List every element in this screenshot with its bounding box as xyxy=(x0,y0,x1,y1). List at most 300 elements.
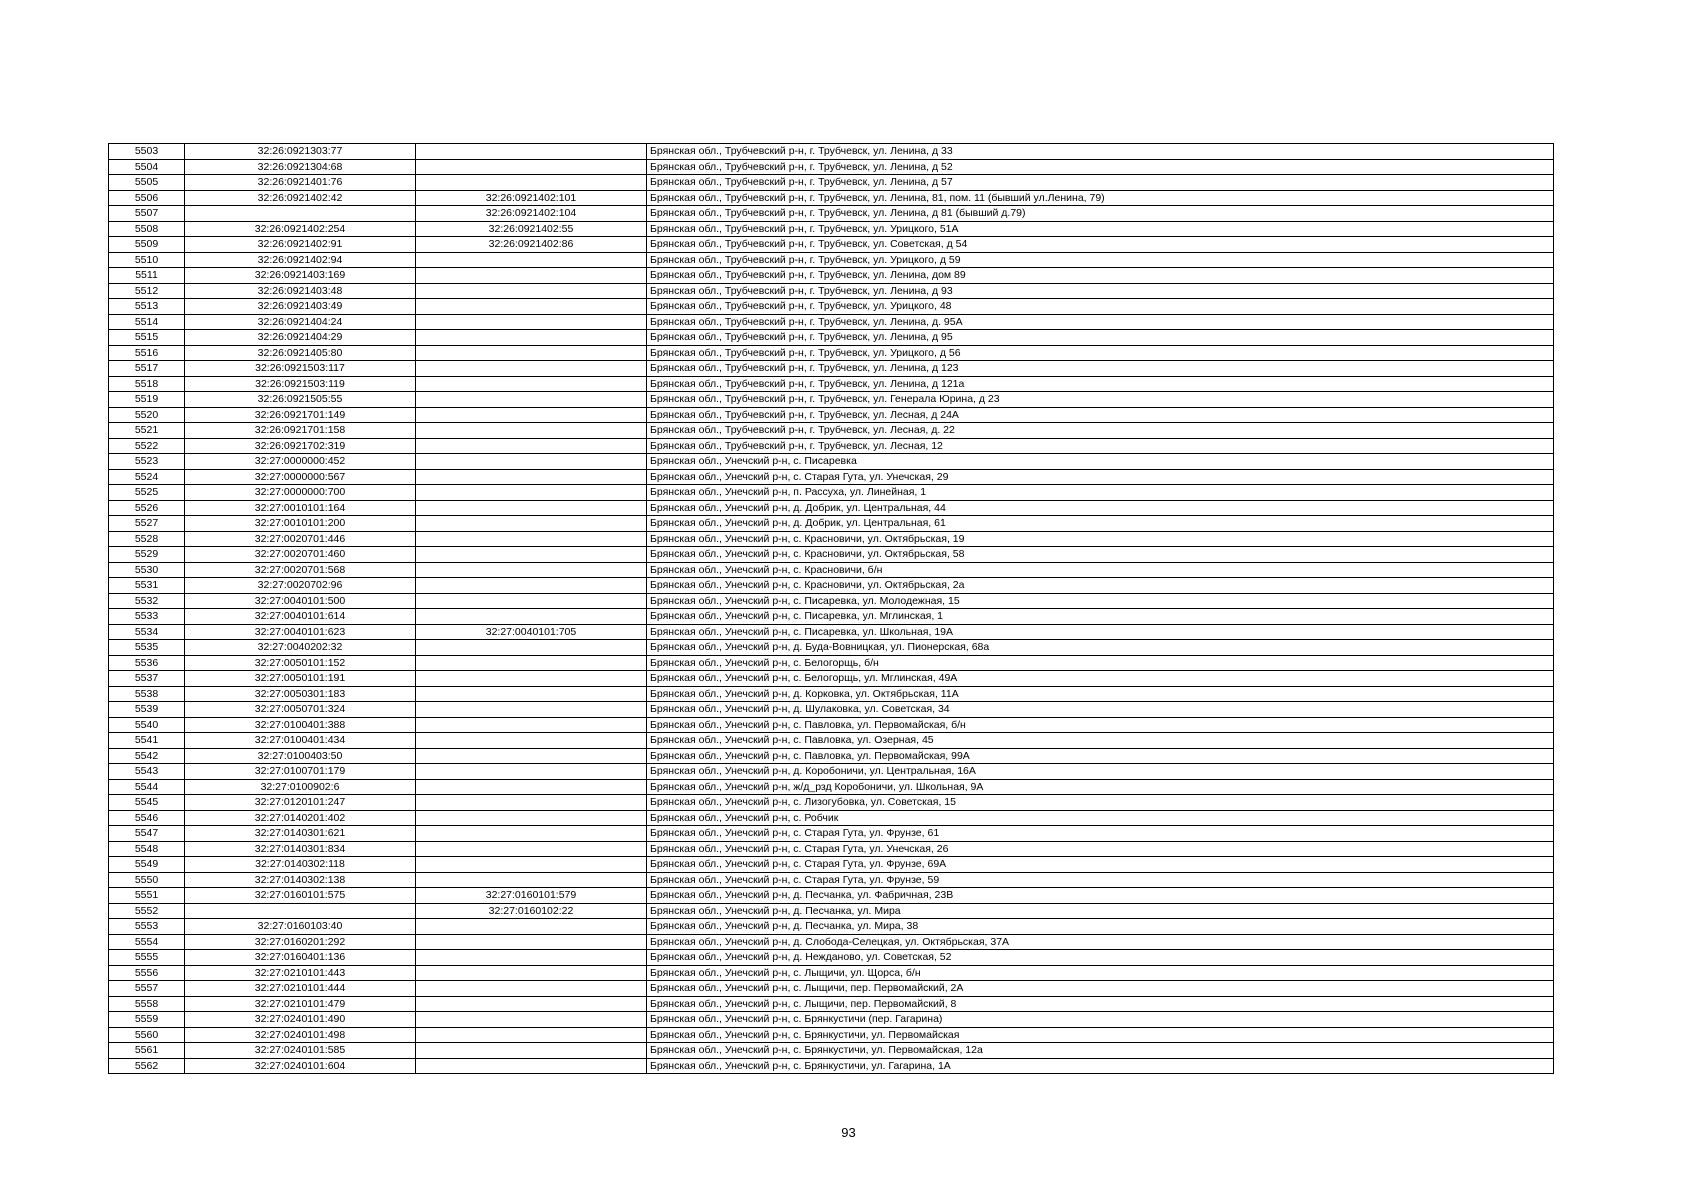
table-row xyxy=(109,903,1554,919)
address-cell: Брянская обл., Трубчевский р-н, г. Трубчевск, ул. Ленина, д 52 xyxy=(647,159,1554,175)
address-cell: Брянская обл., Унечский р-н, с. Старая Гута, ул. Фрунзе, 69А xyxy=(647,857,1554,873)
address-cell: Брянская обл., Трубчевский р-н, г. Трубчевск, ул. Генерала Юрина, д 23 xyxy=(647,392,1554,408)
table-row xyxy=(109,1043,1554,1059)
row-number-cell: 5533 xyxy=(109,609,185,625)
address-cell: Брянская обл., Трубчевский р-н, г. Трубчевск, ул. Ленина, д 95 xyxy=(647,330,1554,346)
row-number-cell: 5509 xyxy=(109,237,185,253)
table-row xyxy=(109,996,1554,1012)
row-number-cell: 5531 xyxy=(109,578,185,594)
address-cell: Брянская обл., Унечский р-н, с. Робчик xyxy=(647,810,1554,826)
cadastral-number-cell: 32:27:0000000:452 xyxy=(185,454,416,470)
row-number-cell: 5550 xyxy=(109,872,185,888)
cadastral-number-cell: 32:27:0140302:138 xyxy=(185,872,416,888)
related-cadastral-number-cell xyxy=(416,965,647,981)
address-cell: Брянская обл., Унечский р-н, с. Лыщичи, пер. Первомайский, 8 xyxy=(647,996,1554,1012)
row-number-cell: 5545 xyxy=(109,795,185,811)
cadastral-number-cell: 32:27:0000000:700 xyxy=(185,485,416,501)
cadastral-number-cell: 32:27:0140301:834 xyxy=(185,841,416,857)
table-row xyxy=(109,965,1554,981)
table-row xyxy=(109,516,1554,532)
cadastral-number-cell: 32:27:0020702:96 xyxy=(185,578,416,594)
cadastral-number-cell: 32:26:0921404:29 xyxy=(185,330,416,346)
cadastral-number-cell: 32:27:0160101:575 xyxy=(185,888,416,904)
related-cadastral-number-cell xyxy=(416,175,647,191)
table-row xyxy=(109,686,1554,702)
cadastral-number-cell: 32:27:0040101:623 xyxy=(185,624,416,640)
cadastral-number-cell: 32:27:0240101:585 xyxy=(185,1043,416,1059)
table-row xyxy=(109,1012,1554,1028)
address-cell: Брянская обл., Унечский р-н, д. Нежданово, ул. Советская, 52 xyxy=(647,950,1554,966)
related-cadastral-number-cell xyxy=(416,640,647,656)
cadastral-number-cell: 32:27:0050301:183 xyxy=(185,686,416,702)
related-cadastral-number-cell: 32:27:0160101:579 xyxy=(416,888,647,904)
row-number-cell: 5559 xyxy=(109,1012,185,1028)
related-cadastral-number-cell: 32:26:0921402:55 xyxy=(416,221,647,237)
related-cadastral-number-cell xyxy=(416,748,647,764)
cadastral-number-cell: 32:26:0921503:117 xyxy=(185,361,416,377)
address-cell: Брянская обл., Унечский р-н, д. Добрик, ул. Центральная, 44 xyxy=(647,500,1554,516)
table-row xyxy=(109,733,1554,749)
row-number-cell: 5530 xyxy=(109,562,185,578)
table-row xyxy=(109,872,1554,888)
table-row xyxy=(109,919,1554,935)
table-row xyxy=(109,283,1554,299)
cadastral-number-cell: 32:27:0240101:498 xyxy=(185,1027,416,1043)
address-cell: Брянская обл., Унечский р-н, с. Писаревка, ул. Молодежная, 15 xyxy=(647,593,1554,609)
cadastral-number-cell: 32:26:0921402:94 xyxy=(185,252,416,268)
row-number-cell: 5503 xyxy=(109,144,185,160)
row-number-cell: 5518 xyxy=(109,376,185,392)
row-number-cell: 5537 xyxy=(109,671,185,687)
table-row xyxy=(109,1027,1554,1043)
address-cell: Брянская обл., Унечский р-н, с. Брянкустичи, ул. Первомайская, 12а xyxy=(647,1043,1554,1059)
cadastral-number-cell: 32:26:0921404:24 xyxy=(185,314,416,330)
row-number-cell: 5522 xyxy=(109,438,185,454)
cadastral-number-cell: 32:27:0240101:490 xyxy=(185,1012,416,1028)
address-cell: Брянская обл., Унечский р-н, д. Песчанка, ул. Мира xyxy=(647,903,1554,919)
row-number-cell: 5521 xyxy=(109,423,185,439)
row-number-cell: 5540 xyxy=(109,717,185,733)
address-cell: Брянская обл., Унечский р-н, д. Корковка, ул. Октябрьская, 11А xyxy=(647,686,1554,702)
table-row xyxy=(109,531,1554,547)
related-cadastral-number-cell xyxy=(416,779,647,795)
row-number-cell: 5532 xyxy=(109,593,185,609)
related-cadastral-number-cell xyxy=(416,841,647,857)
registry-table xyxy=(108,143,1554,1074)
table-row xyxy=(109,221,1554,237)
related-cadastral-number-cell xyxy=(416,686,647,702)
related-cadastral-number-cell: 32:26:0921402:86 xyxy=(416,237,647,253)
row-number-cell: 5529 xyxy=(109,547,185,563)
related-cadastral-number-cell xyxy=(416,934,647,950)
related-cadastral-number-cell xyxy=(416,392,647,408)
cadastral-number-cell: 32:27:0140201:402 xyxy=(185,810,416,826)
row-number-cell: 5541 xyxy=(109,733,185,749)
address-cell: Брянская обл., Унечский р-н, д. Песчанка, ул. Мира, 38 xyxy=(647,919,1554,935)
address-cell: Брянская обл., Унечский р-н, с. Белогорщь, ул. Мглинская, 49А xyxy=(647,671,1554,687)
row-number-cell: 5542 xyxy=(109,748,185,764)
row-number-cell: 5538 xyxy=(109,686,185,702)
related-cadastral-number-cell xyxy=(416,407,647,423)
table-row xyxy=(109,268,1554,284)
cadastral-number-cell: 32:27:0050101:191 xyxy=(185,671,416,687)
row-number-cell: 5561 xyxy=(109,1043,185,1059)
related-cadastral-number-cell xyxy=(416,717,647,733)
address-cell: Брянская обл., Унечский р-н, с. Старая Гута, ул. Унечская, 29 xyxy=(647,469,1554,485)
cadastral-number-cell: 32:27:0100401:434 xyxy=(185,733,416,749)
row-number-cell: 5524 xyxy=(109,469,185,485)
cadastral-number-cell: 32:26:0921403:48 xyxy=(185,283,416,299)
address-cell: Брянская обл., Трубчевский р-н, г. Трубчевск, ул. Лесная, д. 22 xyxy=(647,423,1554,439)
address-cell: Брянская обл., Унечский р-н, с. Красновичи, б/н xyxy=(647,562,1554,578)
table-row xyxy=(109,702,1554,718)
address-cell: Брянская обл., Унечский р-н, с. Брянкустичи, ул. Первомайская xyxy=(647,1027,1554,1043)
cadastral-number-cell: 32:27:0160201:292 xyxy=(185,934,416,950)
cadastral-number-cell: 32:26:0921403:169 xyxy=(185,268,416,284)
address-cell: Брянская обл., Унечский р-н, с. Красновичи, ул. Октябрьская, 2а xyxy=(647,578,1554,594)
row-number-cell: 5506 xyxy=(109,190,185,206)
cadastral-number-cell: 32:27:0160401:136 xyxy=(185,950,416,966)
address-cell: Брянская обл., Унечский р-н, с. Лыщичи, ул. Щорса, б/н xyxy=(647,965,1554,981)
table-row xyxy=(109,376,1554,392)
related-cadastral-number-cell xyxy=(416,144,647,160)
related-cadastral-number-cell xyxy=(416,283,647,299)
address-cell: Брянская обл., Унечский р-н, п. Рассуха, ул. Линейная, 1 xyxy=(647,485,1554,501)
related-cadastral-number-cell xyxy=(416,733,647,749)
address-cell: Брянская обл., Унечский р-н, с. Павловка, ул. Первомайская, 99А xyxy=(647,748,1554,764)
row-number-cell: 5527 xyxy=(109,516,185,532)
table-row xyxy=(109,438,1554,454)
row-number-cell: 5553 xyxy=(109,919,185,935)
cadastral-number-cell: 32:27:0040101:614 xyxy=(185,609,416,625)
related-cadastral-number-cell xyxy=(416,423,647,439)
related-cadastral-number-cell xyxy=(416,454,647,470)
address-cell: Брянская обл., Унечский р-н, с. Писаревка, ул. Школьная, 19А xyxy=(647,624,1554,640)
row-number-cell: 5508 xyxy=(109,221,185,237)
row-number-cell: 5539 xyxy=(109,702,185,718)
related-cadastral-number-cell xyxy=(416,826,647,842)
table-row xyxy=(109,547,1554,563)
row-number-cell: 5526 xyxy=(109,500,185,516)
table-row xyxy=(109,361,1554,377)
row-number-cell: 5510 xyxy=(109,252,185,268)
cadastral-number-cell xyxy=(185,206,416,222)
related-cadastral-number-cell xyxy=(416,345,647,361)
cadastral-number-cell: 32:27:0020701:446 xyxy=(185,531,416,547)
related-cadastral-number-cell xyxy=(416,252,647,268)
row-number-cell: 5546 xyxy=(109,810,185,826)
related-cadastral-number-cell xyxy=(416,795,647,811)
table-row xyxy=(109,345,1554,361)
related-cadastral-number-cell xyxy=(416,1012,647,1028)
address-cell: Брянская обл., Трубчевский р-н, г. Трубчевск, ул. Лесная, 12 xyxy=(647,438,1554,454)
address-cell: Брянская обл., Унечский р-н, д. Слобода-Селецкая, ул. Октябрьская, 37А xyxy=(647,934,1554,950)
address-cell: Брянская обл., Трубчевский р-н, г. Трубчевск, ул. Ленина, д 123 xyxy=(647,361,1554,377)
table-row xyxy=(109,392,1554,408)
address-cell: Брянская обл., Трубчевский р-н, г. Трубчевск, ул. Лесная, д 24А xyxy=(647,407,1554,423)
table-row xyxy=(109,144,1554,160)
table-row xyxy=(109,795,1554,811)
related-cadastral-number-cell xyxy=(416,671,647,687)
related-cadastral-number-cell xyxy=(416,299,647,315)
address-cell: Брянская обл., Унечский р-н, д. Добрик, ул. Центральная, 61 xyxy=(647,516,1554,532)
table-row xyxy=(109,981,1554,997)
row-number-cell: 5512 xyxy=(109,283,185,299)
address-cell: Брянская обл., Трубчевский р-н, г. Трубчевск, ул. Ленина, дом 89 xyxy=(647,268,1554,284)
row-number-cell: 5555 xyxy=(109,950,185,966)
row-number-cell: 5528 xyxy=(109,531,185,547)
related-cadastral-number-cell xyxy=(416,655,647,671)
address-cell: Брянская обл., Трубчевский р-н, г. Трубчевск, ул. Урицкого, 51А xyxy=(647,221,1554,237)
row-number-cell: 5535 xyxy=(109,640,185,656)
address-cell: Брянская обл., Трубчевский р-н, г. Трубчевск, ул. Советская, д 54 xyxy=(647,237,1554,253)
related-cadastral-number-cell xyxy=(416,469,647,485)
cadastral-number-cell: 32:27:0050701:324 xyxy=(185,702,416,718)
related-cadastral-number-cell: 32:27:0160102:22 xyxy=(416,903,647,919)
table-row xyxy=(109,888,1554,904)
table-row xyxy=(109,857,1554,873)
related-cadastral-number-cell xyxy=(416,578,647,594)
cadastral-number-cell: 32:27:0240101:604 xyxy=(185,1058,416,1074)
related-cadastral-number-cell xyxy=(416,562,647,578)
row-number-cell: 5536 xyxy=(109,655,185,671)
cadastral-number-cell: 32:26:0921505:55 xyxy=(185,392,416,408)
address-cell: Брянская обл., Унечский р-н, д. Шулаковка, ул. Советская, 34 xyxy=(647,702,1554,718)
table-row xyxy=(109,655,1554,671)
table-row xyxy=(109,671,1554,687)
cadastral-number-cell: 32:27:0040101:500 xyxy=(185,593,416,609)
table-row xyxy=(109,578,1554,594)
row-number-cell: 5560 xyxy=(109,1027,185,1043)
address-cell: Брянская обл., Трубчевский р-н, г. Трубчевск, ул. Ленина, д. 95А xyxy=(647,314,1554,330)
address-cell: Брянская обл., Унечский р-н, ж/д_рзд Коробоничи, ул. Школьная, 9А xyxy=(647,779,1554,795)
cadastral-number-cell: 32:27:0020701:460 xyxy=(185,547,416,563)
cadastral-number-cell: 32:26:0921402:42 xyxy=(185,190,416,206)
table-row xyxy=(109,314,1554,330)
address-cell: Брянская обл., Унечский р-н, с. Белогорщь, б/н xyxy=(647,655,1554,671)
row-number-cell: 5515 xyxy=(109,330,185,346)
related-cadastral-number-cell xyxy=(416,376,647,392)
cadastral-number-cell: 32:27:0100902:6 xyxy=(185,779,416,795)
address-cell: Брянская обл., Унечский р-н, с. Брянкустичи (пер. Гагарина) xyxy=(647,1012,1554,1028)
row-number-cell: 5504 xyxy=(109,159,185,175)
row-number-cell: 5523 xyxy=(109,454,185,470)
address-cell: Брянская обл., Унечский р-н, с. Старая Гута, ул. Фрунзе, 59 xyxy=(647,872,1554,888)
table-row xyxy=(109,717,1554,733)
table-row xyxy=(109,500,1554,516)
address-cell: Брянская обл., Трубчевский р-н, г. Трубчевск, ул. Урицкого, д 59 xyxy=(647,252,1554,268)
row-number-cell: 5558 xyxy=(109,996,185,1012)
cadastral-number-cell: 32:26:0921702:319 xyxy=(185,438,416,454)
address-cell: Брянская обл., Унечский р-н, с. Старая Гута, ул. Унечская, 26 xyxy=(647,841,1554,857)
address-cell: Брянская обл., Трубчевский р-н, г. Трубчевск, ул. Ленина, д 93 xyxy=(647,283,1554,299)
related-cadastral-number-cell: 32:26:0921402:101 xyxy=(416,190,647,206)
related-cadastral-number-cell xyxy=(416,330,647,346)
cadastral-number-cell: 32:27:0050101:152 xyxy=(185,655,416,671)
table-row xyxy=(109,950,1554,966)
cadastral-number-cell: 32:26:0921304:68 xyxy=(185,159,416,175)
related-cadastral-number-cell xyxy=(416,159,647,175)
row-number-cell: 5547 xyxy=(109,826,185,842)
row-number-cell: 5513 xyxy=(109,299,185,315)
related-cadastral-number-cell xyxy=(416,500,647,516)
table-row xyxy=(109,826,1554,842)
table-row xyxy=(109,469,1554,485)
related-cadastral-number-cell xyxy=(416,268,647,284)
related-cadastral-number-cell xyxy=(416,438,647,454)
related-cadastral-number-cell xyxy=(416,609,647,625)
table-row xyxy=(109,252,1554,268)
row-number-cell: 5511 xyxy=(109,268,185,284)
table-row xyxy=(109,175,1554,191)
table-row xyxy=(109,810,1554,826)
table-row xyxy=(109,640,1554,656)
row-number-cell: 5544 xyxy=(109,779,185,795)
address-cell: Брянская обл., Унечский р-н, с. Красновичи, ул. Октябрьская, 58 xyxy=(647,547,1554,563)
table-row xyxy=(109,593,1554,609)
page-number: 93 xyxy=(841,1125,856,1140)
related-cadastral-number-cell xyxy=(416,1043,647,1059)
cadastral-number-cell: 32:27:0160103:40 xyxy=(185,919,416,935)
row-number-cell: 5549 xyxy=(109,857,185,873)
table-row xyxy=(109,237,1554,253)
cadastral-number-cell: 32:26:0921303:77 xyxy=(185,144,416,160)
row-number-cell: 5548 xyxy=(109,841,185,857)
row-number-cell: 5534 xyxy=(109,624,185,640)
related-cadastral-number-cell xyxy=(416,314,647,330)
row-number-cell: 5514 xyxy=(109,314,185,330)
cadastral-number-cell: 32:26:0921402:91 xyxy=(185,237,416,253)
address-cell: Брянская обл., Трубчевский р-н, г. Трубчевск, ул. Урицкого, 48 xyxy=(647,299,1554,315)
row-number-cell: 5520 xyxy=(109,407,185,423)
address-cell: Брянская обл., Трубчевский р-н, г. Трубчевск, ул. Ленина, 81, пом. 11 (бывший ул.Ленина, 79) xyxy=(647,190,1554,206)
address-cell: Брянская обл., Унечский р-н, с. Писаревка, ул. Мглинская, 1 xyxy=(647,609,1554,625)
row-number-cell: 5543 xyxy=(109,764,185,780)
cadastral-number-cell: 32:27:0100701:179 xyxy=(185,764,416,780)
related-cadastral-number-cell xyxy=(416,702,647,718)
cadastral-number-cell: 32:27:0210101:479 xyxy=(185,996,416,1012)
related-cadastral-number-cell xyxy=(416,516,647,532)
cadastral-number-cell: 32:27:0020701:568 xyxy=(185,562,416,578)
address-cell: Брянская обл., Унечский р-н, д. Песчанка, ул. Фабричная, 23В xyxy=(647,888,1554,904)
cadastral-number-cell: 32:27:0210101:444 xyxy=(185,981,416,997)
table-row xyxy=(109,407,1554,423)
table-row xyxy=(109,330,1554,346)
address-cell: Брянская обл., Трубчевский р-н, г. Трубчевск, ул. Ленина, д 81 (бывший д.79) xyxy=(647,206,1554,222)
related-cadastral-number-cell xyxy=(416,872,647,888)
related-cadastral-number-cell xyxy=(416,1027,647,1043)
related-cadastral-number-cell xyxy=(416,857,647,873)
row-number-cell: 5556 xyxy=(109,965,185,981)
row-number-cell: 5551 xyxy=(109,888,185,904)
address-cell: Брянская обл., Трубчевский р-н, г. Трубчевск, ул. Ленина, д 57 xyxy=(647,175,1554,191)
cadastral-number-cell: 32:27:0120101:247 xyxy=(185,795,416,811)
table-row xyxy=(109,764,1554,780)
related-cadastral-number-cell xyxy=(416,531,647,547)
cadastral-number-cell: 32:27:0100401:388 xyxy=(185,717,416,733)
address-cell: Брянская обл., Трубчевский р-н, г. Трубчевск, ул. Ленина, д 121а xyxy=(647,376,1554,392)
address-cell: Брянская обл., Унечский р-н, с. Писаревка xyxy=(647,454,1554,470)
cadastral-number-cell: 32:27:0010101:200 xyxy=(185,516,416,532)
row-number-cell: 5519 xyxy=(109,392,185,408)
cadastral-number-cell: 32:26:0921405:80 xyxy=(185,345,416,361)
related-cadastral-number-cell xyxy=(416,764,647,780)
address-cell: Брянская обл., Унечский р-н, с. Лизогубовка, ул. Советская, 15 xyxy=(647,795,1554,811)
row-number-cell: 5554 xyxy=(109,934,185,950)
row-number-cell: 5516 xyxy=(109,345,185,361)
row-number-cell: 5525 xyxy=(109,485,185,501)
related-cadastral-number-cell xyxy=(416,1058,647,1074)
cadastral-number-cell: 32:26:0921503:119 xyxy=(185,376,416,392)
table-row xyxy=(109,748,1554,764)
related-cadastral-number-cell xyxy=(416,593,647,609)
related-cadastral-number-cell xyxy=(416,485,647,501)
table-row xyxy=(109,206,1554,222)
address-cell: Брянская обл., Унечский р-н, с. Красновичи, ул. Октябрьская, 19 xyxy=(647,531,1554,547)
related-cadastral-number-cell: 32:27:0040101:705 xyxy=(416,624,647,640)
cadastral-number-cell: 32:27:0010101:164 xyxy=(185,500,416,516)
table-row xyxy=(109,934,1554,950)
table-row xyxy=(109,1058,1554,1074)
address-cell: Брянская обл., Унечский р-н, с. Лыщичи, пер. Первомайский, 2А xyxy=(647,981,1554,997)
related-cadastral-number-cell xyxy=(416,950,647,966)
table-row xyxy=(109,624,1554,640)
table-row xyxy=(109,609,1554,625)
table-row xyxy=(109,562,1554,578)
related-cadastral-number-cell xyxy=(416,547,647,563)
cadastral-number-cell: 32:26:0921701:149 xyxy=(185,407,416,423)
registry-table-body xyxy=(109,144,1554,1074)
row-number-cell: 5562 xyxy=(109,1058,185,1074)
table-row xyxy=(109,299,1554,315)
address-cell: Брянская обл., Унечский р-н, с. Брянкустичи, ул. Гагарина, 1А xyxy=(647,1058,1554,1074)
row-number-cell: 5557 xyxy=(109,981,185,997)
address-cell: Брянская обл., Унечский р-н, д. Коробоничи, ул. Центральная, 16А xyxy=(647,764,1554,780)
address-cell: Брянская обл., Трубчевский р-н, г. Трубчевск, ул. Урицкого, д 56 xyxy=(647,345,1554,361)
related-cadastral-number-cell: 32:26:0921402:104 xyxy=(416,206,647,222)
address-cell: Брянская обл., Трубчевский р-н, г. Трубчевск, ул. Ленина, д 33 xyxy=(647,144,1554,160)
table-row xyxy=(109,779,1554,795)
cadastral-number-cell: 32:27:0210101:443 xyxy=(185,965,416,981)
cadastral-number-cell xyxy=(185,903,416,919)
related-cadastral-number-cell xyxy=(416,996,647,1012)
address-cell: Брянская обл., Унечский р-н, д. Буда-Вовницкая, ул. Пионерская, 68а xyxy=(647,640,1554,656)
table-row xyxy=(109,423,1554,439)
address-cell: Брянская обл., Унечский р-н, с. Старая Гута, ул. Фрунзе, 61 xyxy=(647,826,1554,842)
address-cell: Брянская обл., Унечский р-н, с. Павловка, ул. Первомайская, б/н xyxy=(647,717,1554,733)
cadastral-number-cell: 32:26:0921401:76 xyxy=(185,175,416,191)
row-number-cell: 5507 xyxy=(109,206,185,222)
cadastral-number-cell: 32:26:0921701:158 xyxy=(185,423,416,439)
row-number-cell: 5552 xyxy=(109,903,185,919)
table-row xyxy=(109,159,1554,175)
table-row xyxy=(109,841,1554,857)
related-cadastral-number-cell xyxy=(416,361,647,377)
related-cadastral-number-cell xyxy=(416,981,647,997)
cadastral-number-cell: 32:27:0140301:621 xyxy=(185,826,416,842)
table-row xyxy=(109,454,1554,470)
row-number-cell: 5505 xyxy=(109,175,185,191)
cadastral-number-cell: 32:27:0100403:50 xyxy=(185,748,416,764)
address-cell: Брянская обл., Унечский р-н, с. Павловка, ул. Озерная, 45 xyxy=(647,733,1554,749)
cadastral-number-cell: 32:27:0000000:567 xyxy=(185,469,416,485)
table-row xyxy=(109,190,1554,206)
cadastral-number-cell: 32:27:0040202:32 xyxy=(185,640,416,656)
cadastral-number-cell: 32:26:0921402:254 xyxy=(185,221,416,237)
related-cadastral-number-cell xyxy=(416,919,647,935)
cadastral-number-cell: 32:27:0140302:118 xyxy=(185,857,416,873)
related-cadastral-number-cell xyxy=(416,810,647,826)
